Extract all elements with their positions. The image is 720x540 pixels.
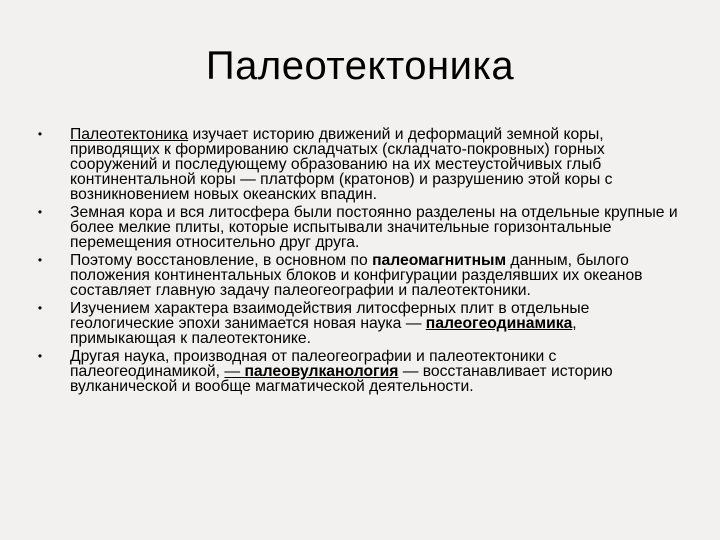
text-run: — восстанавливает историю вулканической и вообще магматической деятельности. bbox=[70, 363, 613, 395]
bullet-item bbox=[34, 253, 684, 298]
text-run: Поэтому восстановление, в основном по bbox=[70, 252, 373, 269]
bullet-text bbox=[70, 126, 612, 203]
bullet-text bbox=[70, 204, 678, 251]
bullet-text bbox=[70, 300, 589, 347]
term-paleogeodynamics: палеогеодинамика bbox=[425, 315, 573, 332]
text-run: изучает историю движений и деформаций земной коры, приводящих к формированию складчатых (складчато-покровных) горных сооружений и последующему образованию на их местеустойчивых глыб континентальной коры — платформ (кратонов) и разрушению этой коры с возникновением новых океанских впадин. bbox=[70, 126, 613, 203]
slide-title: Палеотектоника bbox=[205, 44, 515, 88]
bullet-item bbox=[34, 127, 684, 202]
bullet-item bbox=[34, 349, 684, 394]
bullet-icon: • bbox=[37, 205, 43, 219]
bullet-icon: • bbox=[37, 127, 43, 141]
text-run: Изучением характера взаимодействия литосферных плит в отдельные геологические эпохи занимается новая наука — bbox=[70, 300, 590, 332]
text-run: , примыкающая к палеотектонике. bbox=[70, 315, 577, 347]
bullet-text bbox=[70, 252, 643, 299]
bullet-icon: • bbox=[37, 253, 43, 267]
term-paleomagnetic: палеомагнитным bbox=[372, 252, 507, 269]
term-paleovolcanology: палеовулканология bbox=[244, 363, 399, 380]
bullet-item bbox=[34, 301, 684, 346]
bullet-text bbox=[70, 348, 613, 395]
bullet-item bbox=[34, 205, 684, 250]
text-run: Земная кора и вся литосфера были постоянно разделены на отдельные крупные и более мелкие плиты, которые испытывали значительные горизонтальные перемещения относительно друг друга. bbox=[70, 204, 678, 251]
bullet-icon: • bbox=[37, 349, 43, 363]
text-run-underlined: — bbox=[224, 363, 245, 380]
term-paleotectonics: Палеотектоника bbox=[70, 126, 189, 143]
bullet-list bbox=[34, 127, 684, 397]
text-run: Другая наука, производная от палеогеографии и палеотектоники с палеогеодинамикой, bbox=[70, 348, 557, 380]
text-run: данным, былого положения континентальных блоков и конфигурации разделявших их океанов составляет главную задачу палеогеографии и палеотектоники. bbox=[70, 252, 643, 299]
bullet-icon: • bbox=[37, 301, 43, 315]
